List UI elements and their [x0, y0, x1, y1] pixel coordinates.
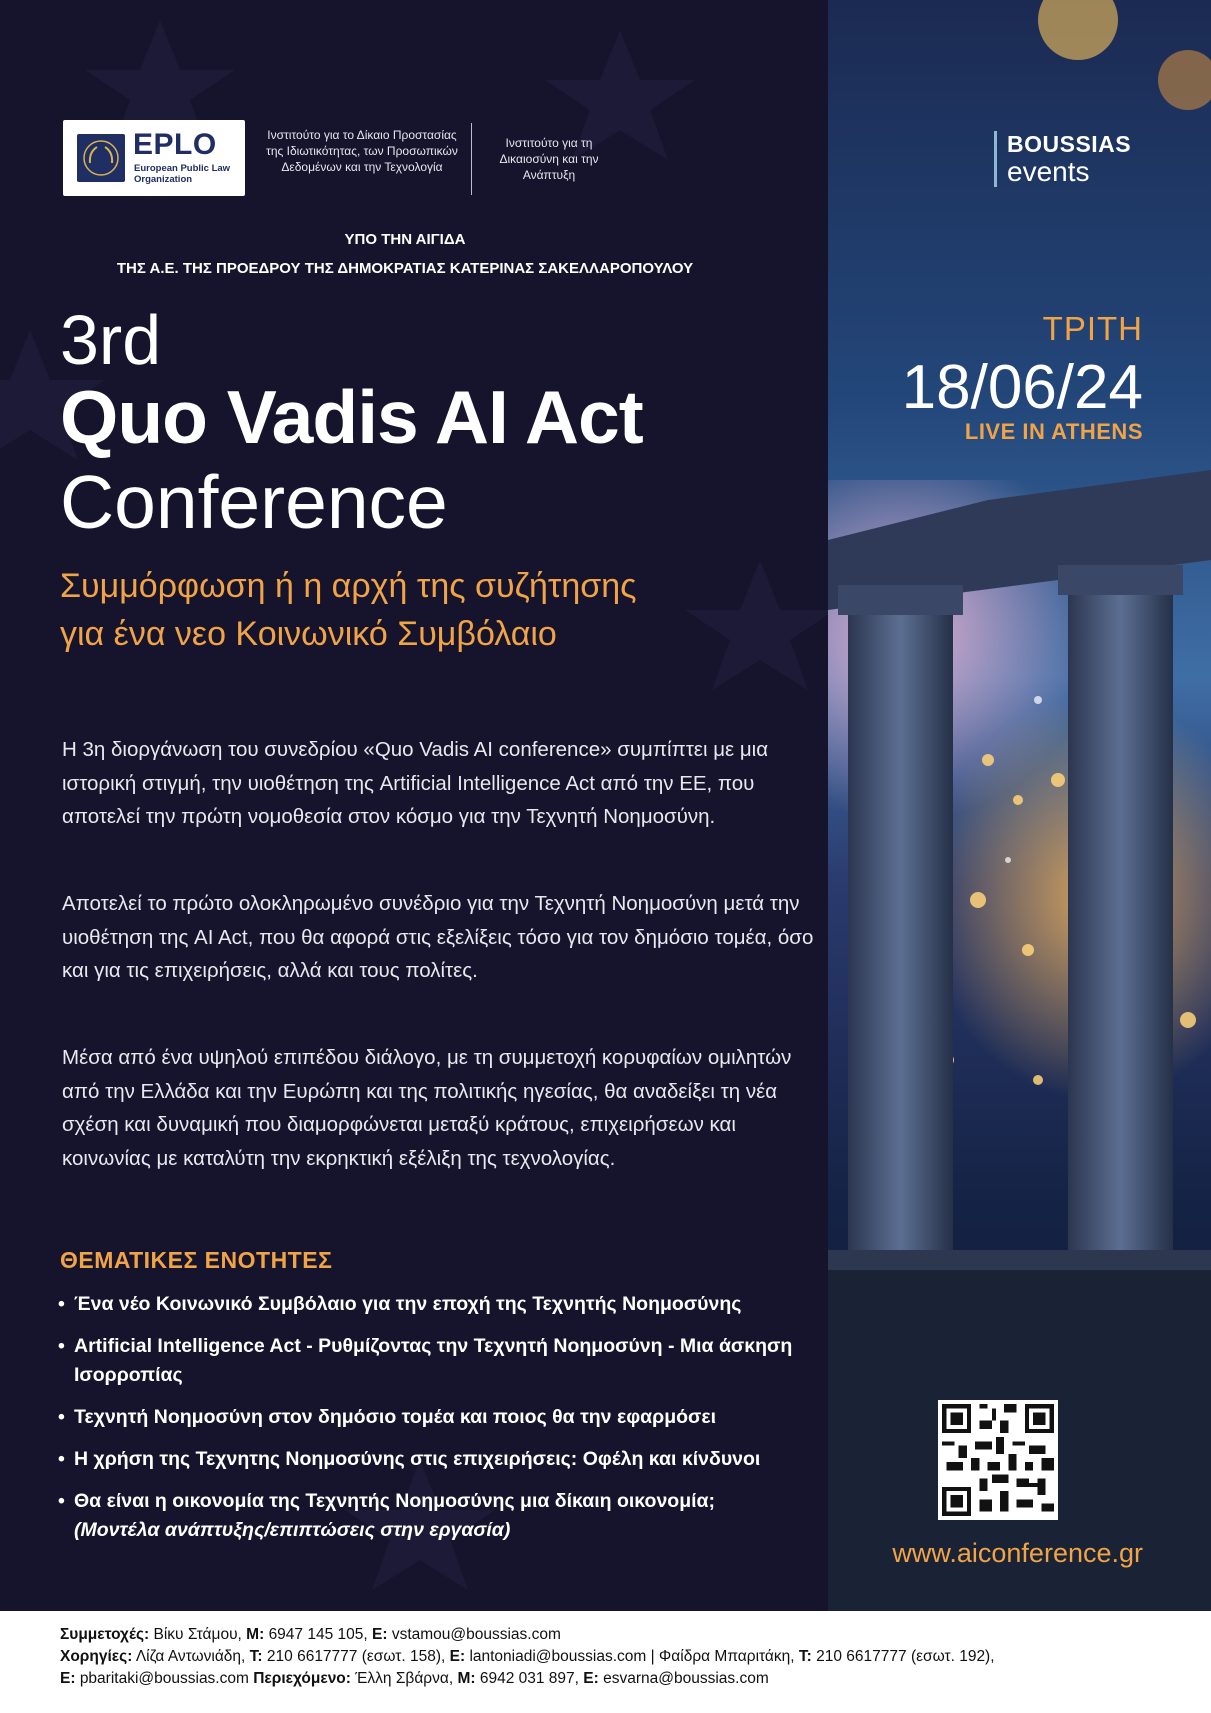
content-contact: E: pbaritaki@boussias.com Περιεχόμενο: Έλλη Σβάρνα, M: 6942 031 897, E: esvarna@boussias.com	[60, 1670, 769, 1687]
laurel-seal-icon	[77, 134, 125, 182]
title-conference: Conference	[60, 460, 448, 544]
participation-email[interactable]: vstamou@boussias.com	[391, 1626, 561, 1643]
patronage-line-2: ΤΗΣ Α.Ε. ΤΗΣ ΠΡΟΕΔΡΟΥ ΤΗΣ ΔΗΜΟΚΡΑΤΙΑΣ ΚΑΤΕΡΙΝΑΣ ΣΑΚΕΛΛΑΡΟΠΟΥΛΟΥ	[116, 260, 694, 277]
patronage-line-1: ΥΠΟ ΤΗΝ ΑΙΓΙΔΑ	[344, 231, 466, 248]
subtitle-line-1: Συμμόρφωση ή η αρχή της συζήτησης	[60, 567, 637, 605]
themes-heading: ΘΕΜΑΤΙΚΕΣ ΕΝΟΤΗΤΕΣ	[60, 1247, 333, 1273]
intro-paragraph-2: Αποτελεί το πρώτο ολοκληρωμένο συνέδριο για την Τεχνητή Νοημοσύνη μετά την υιοθέτηση της AI Act, που θα αφορά στις εξελίξεις τόσο για τον δημόσιο τομέα, όσο και για τις επιχειρήσεις, αλλά και τους πολίτες.	[62, 892, 814, 982]
sponsorship-email[interactable]: lantoniadi@boussias.com | Φαίδρα Μπαριτάκη,	[469, 1648, 795, 1665]
boussias-events-logo	[994, 131, 1131, 187]
theme-note: (Μοντέλα ανάπτυξης/επιπτώσεις στην εργασία)	[74, 1519, 511, 1541]
eplo-subtitle: European Public Law Organization	[134, 163, 231, 185]
event-date: 18/06/24	[901, 353, 1143, 422]
intro-paragraph-3: Μέσα από ένα υψηλού επιπέδου διάλογο, με τη συμμετοχή κορυφαίων ομιλητών από την Ελλάδα και την Ευρώπη και της πολιτικής ηγεσίας, θα αναδείξει τη νέα σχέση και δυναμική που διαμορφώνεται μεταξύ κράτους, επιχειρήσεων και κοινωνίας με καταλύτη την εκρηκτική εξέλιξη της τεχνολογίας.	[62, 1046, 792, 1170]
subtitle-line-2: για ένα νεο Κοινωνικό Συμβόλαιο	[60, 615, 557, 653]
themes-list	[58, 1290, 838, 1558]
content-email[interactable]: esvarna@boussias.com	[603, 1670, 769, 1687]
event-day: ΤΡΙΤΗ	[1042, 310, 1143, 347]
website-link[interactable]: www.aiconference.gr	[892, 1538, 1143, 1568]
theme-item: • Θα είναι η οικονομία της Τεχνητής Νοημοσύνης μια δίκαιη οικονομία; (Μοντέλα ανάπτυξης/επιπτώσεις στην εργασία)	[58, 1487, 838, 1545]
temple-photo	[828, 0, 1211, 1611]
institute-justice: Ινστιτούτο για τη Δικαιοσύνη και την Ανάπτυξη	[499, 136, 599, 182]
theme-item: • Ένα νέο Κοινωνικό Συμβόλαιο για την εποχή της Τεχνητής Νοημοσύνης	[58, 1290, 838, 1319]
theme-item: • Artificial Intelligence Act - Ρυθμίζοντας την Τεχνητή Νοημοσύνη - Μια άσκηση Ισορροπίας	[58, 1332, 838, 1390]
theme-item: • Η χρήση της Τεχνητης Νοημοσύνης στις επιχειρήσεις: Οφέλη και κίνδυνοι	[58, 1445, 838, 1474]
participation-contact: Συμμετοχές: Βίκυ Στάμου, M: 6947 145 105, E: vstamou@boussias.com	[60, 1626, 561, 1643]
boussias-name: BOUSSIAS	[1007, 131, 1132, 157]
intro-paragraph-1: Η 3η διοργάνωση του συνεδρίου «Quo Vadis AI conference» συμπίπτει με μια ιστορική στιγμή, την υιοθέτηση της Artificial Intelligence Act από την ΕΕ, που αποτελεί την πρώτη νομοθεσία στον κόσμο για την Τεχνητή Νοημοσύνη.	[62, 738, 769, 828]
sponsorship-contact: Χορηγίες: Λίζα Αντωνιάδη, T: 210 6617777 (εσωτ. 158), E: lantoniadi@boussias.com | Φαίδρα Μπαριτάκη, T: 210 6617777 (εσωτ. 192),	[60, 1648, 995, 1665]
theme-item: • Τεχνητή Νοημοσύνη στον δημόσιο τομέα και ποιος θα την εφαρμόσει	[58, 1403, 838, 1432]
eplo-logo	[63, 120, 245, 196]
sponsorship-email-2[interactable]: pbaritaki@boussias.com	[79, 1670, 249, 1687]
contact-footer	[60, 1624, 1180, 1690]
qr-code-icon	[938, 1400, 1058, 1520]
event-location: LIVE IN ATHENS	[964, 419, 1143, 444]
eplo-name: EPLO	[133, 128, 217, 161]
boussias-events: events	[1007, 156, 1090, 187]
title-edition: 3rd	[60, 301, 162, 379]
logo-divider	[471, 123, 472, 195]
subtitle	[60, 562, 800, 658]
title-main: Quo Vadis AI Act	[60, 375, 643, 459]
institute-privacy: Ινστιτούτο για το Δίκαιο Προστασίας της Ιδιωτικότητας, των Προσωπικών Δεδομένων και την Τεχνολογία	[266, 128, 458, 174]
